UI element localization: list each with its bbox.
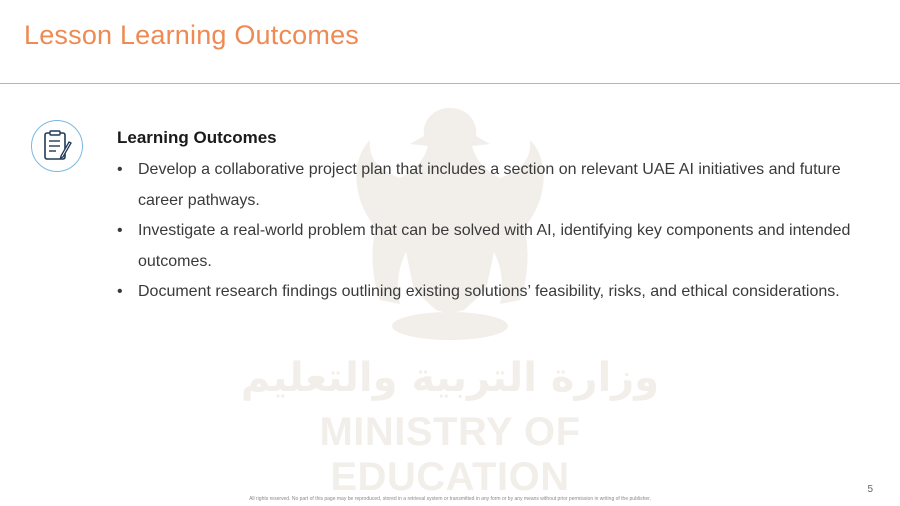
list-item xyxy=(117,277,857,308)
section-heading: Learning Outcomes xyxy=(117,128,277,147)
list-item xyxy=(117,155,857,216)
outcomes-list xyxy=(117,155,857,308)
checklist-icon xyxy=(31,120,83,172)
list-item xyxy=(117,216,857,277)
slide-title: Lesson Learning Outcomes xyxy=(24,20,359,50)
bullet: • xyxy=(117,222,123,239)
bullet: • xyxy=(117,283,123,300)
copyright-footer: All rights reserved. No part of this page may be reproduced, stored in a retrieval system or transmitted in any form or by any means without prior permission in writing of the publisher. xyxy=(249,496,651,502)
page-number: 5 xyxy=(867,484,873,495)
learning-outcomes-section xyxy=(117,127,857,308)
watermark-english: MINISTRY OF EDUCATION xyxy=(319,410,581,499)
title-divider xyxy=(0,83,900,84)
outcome-text: Develop a collaborative project plan that includes a section on relevant UAE AI initiatives and future career pathways. xyxy=(138,161,841,209)
watermark-arabic: وزارة التربية والتعليم xyxy=(240,355,660,401)
bullet: • xyxy=(117,161,123,178)
outcome-text: Document research findings outlining existing solutions’ feasibility, risks, and ethical considerations. xyxy=(138,283,840,300)
outcome-text: Investigate a real-world problem that can be solved with AI, identifying key components and intended outcomes. xyxy=(138,222,851,270)
